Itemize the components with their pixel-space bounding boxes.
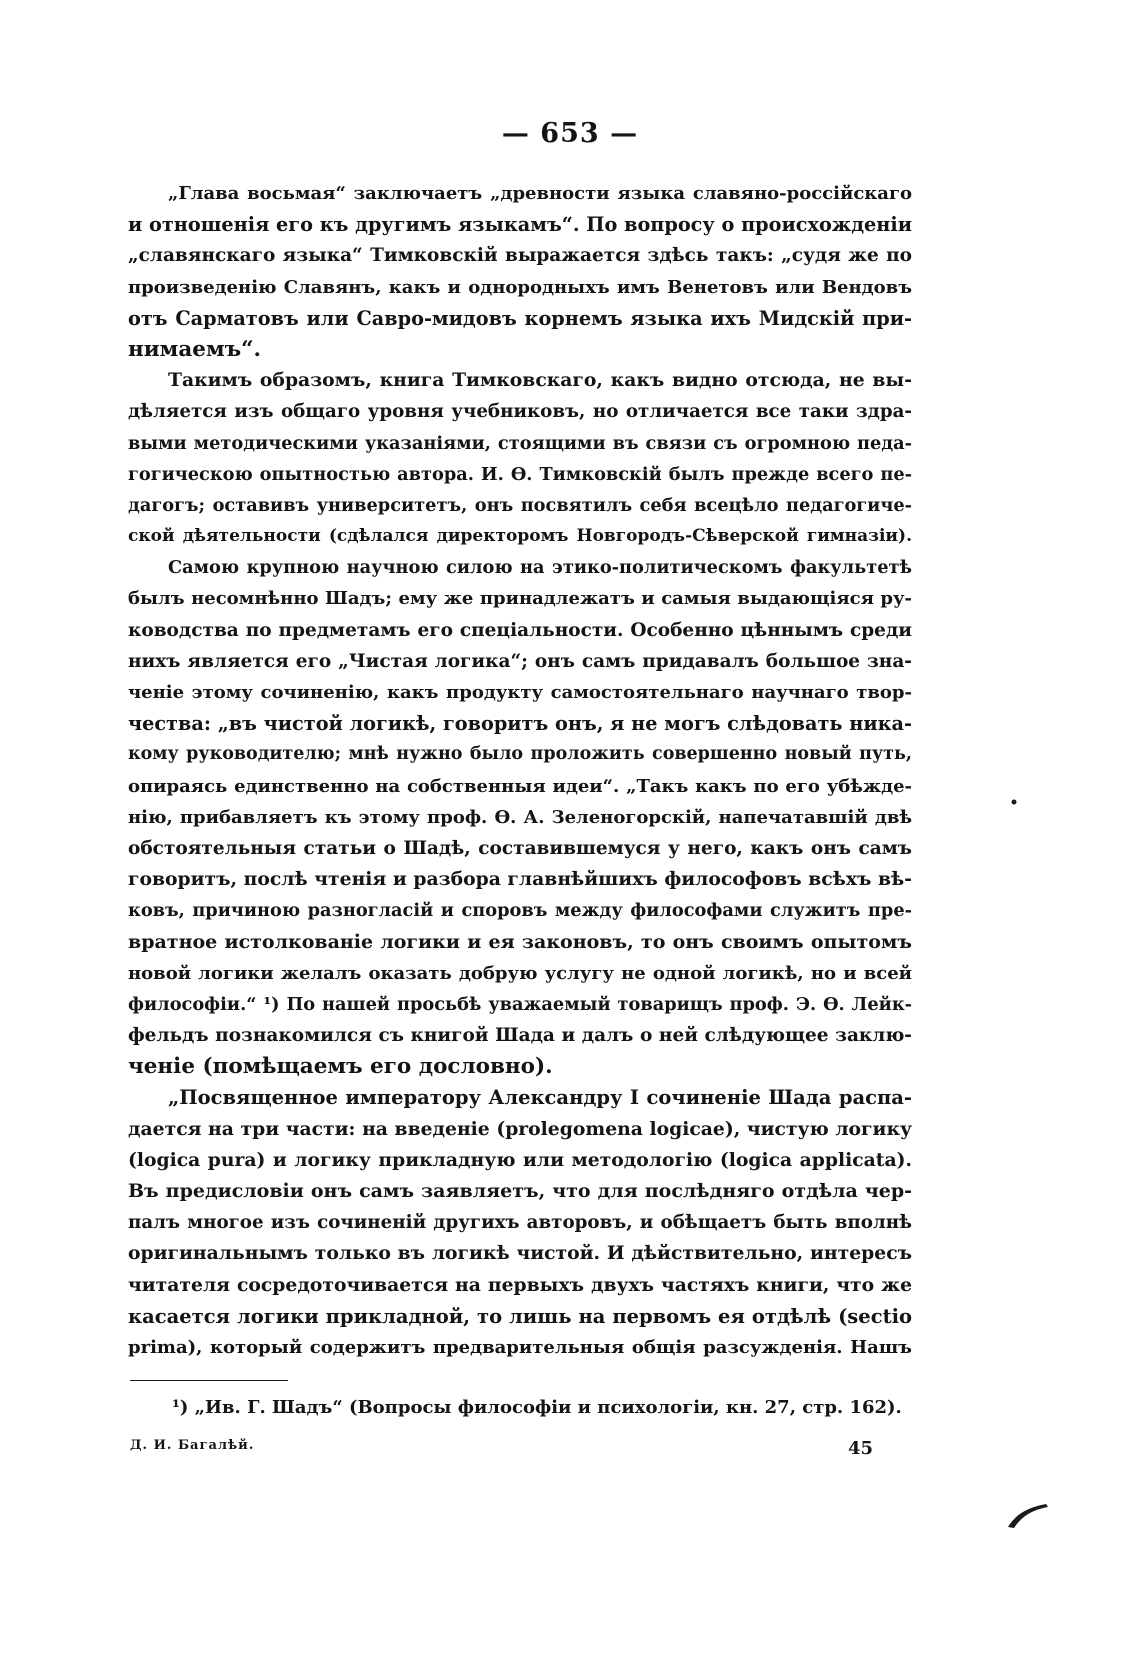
text-line: отъ Сарматовъ или Савро-мидовъ корнемъ языка ихъ Мидскiй при- [128,306,912,330]
text-line: новой логики желалъ оказать добрую услугу не одной логикѣ, но и всей [128,962,912,984]
page-number: — 653 — [501,118,639,149]
text-line: выми методическими указанiями, стоящими въ связи съ огромною педа- [128,432,912,454]
text-line: говоритъ, послѣ чтенiя и разбора главнѣйшихъ философовъ всѣхъ вѣ- [128,868,912,891]
text-line: произведенiю Славянъ, какъ и однородныхъ имъ Венетовъ или Вендовъ [128,276,912,298]
text-line: кому руководителю; мнѣ нужно было проложить совершенно новый путь, [128,744,912,765]
text-line: читателя сосредоточивается на первыхъ двухъ частяхъ книги, что же [128,1273,912,1296]
text-line: оригинальнымъ только въ логикѣ чистой. И дѣйствительно, интересъ [128,1242,912,1265]
paragraph [128,552,912,1082]
text-line: и отношенiя его къ другимъ языкамъ“. По вопросу о происхожденiи [128,213,912,237]
text-line: опираясь единственно на собственныя идеи“. „Такъ какъ по его убѣжде- [128,775,912,797]
text-line: нiю, прибавляетъ къ этому проф. Ѳ. А. Зеленогорскiй, напечатавшiй двѣ [128,806,912,828]
text-line: обстоятельныя статьи о Шадѣ, составившемуся у него, какъ онъ самъ [128,837,912,859]
text-line: дѣляется изъ общаго уровня учебниковъ, но отличается все таки здра- [128,401,912,423]
footnote: ¹) „Ив. Г. Шадъ“ (Вопросы философiи и психологiи, кн. 27, стр. 162). [172,1397,902,1418]
signature-mark: Д. И. Багалѣй. [130,1438,255,1453]
footnote-divider [130,1380,288,1381]
text-line: дагогъ; оставивъ университетъ, онъ посвятилъ себя всецѣло педагогиче- [128,494,912,516]
paragraph [128,1082,912,1363]
text-line: „Посвященное императору Александру I сочиненiе Шада распа- [168,1086,912,1110]
text-line: ченiе (помѣщаемъ его дословно). [128,1054,553,1080]
text-line: палъ многое изъ сочиненiй другихъ авторовъ, и обѣщаетъ быть вполнѣ [128,1212,912,1234]
text-line: ченiе этому сочиненiю, какъ продукту самостоятельнаго научнаго твор- [128,682,912,703]
text-line: ковъ, причиною разногласiй и споровъ между философами служитъ пре- [128,900,912,922]
text-line: (logica pura) и логику прикладную или методологiю (logica applicata). [128,1148,912,1171]
text-line: „Глава восьмая“ заключаетъ „древности языка славяно-россiйскаго [168,183,912,204]
text-line: нихъ является его „Чистая логика“; онъ самъ придавалъ большое зна- [128,650,912,672]
text-line: ководства по предметамъ его спецiальности. Особенно цѣннымъ среди [128,619,912,641]
paragraph [128,178,912,365]
text-line: философiи.“ ¹) По нашей просьбѣ уважаемый товарищъ проф. Э. Ѳ. Лейк- [128,993,912,1015]
text-line: Въ предисловiи онъ самъ заявляетъ, что для послѣдняго отдѣла чер- [128,1180,912,1202]
text-line: ской дѣятельности (сдѣлался директоромъ Новгородъ-Сѣверской гимназiи). [128,526,912,547]
text-line: фельдъ познакомился съ книгой Шада и далъ о ней слѣдующее заклю- [128,1025,912,1047]
body-text [128,178,912,1363]
ink-smudge-mark [1006,1500,1050,1530]
text-line: дается на три части: на введенiе (prolegomena logicae), чистую логику [128,1117,912,1140]
text-line: Самою крупною научною силою на этико-политическомъ факультетѣ [168,557,912,579]
paragraph [128,365,912,552]
text-line: Такимъ образомъ, книга Тимковскаго, какъ видно отсюда, не вы- [168,369,912,392]
text-line: вратное истолкованiе логики и ея законовъ, то онъ своимъ опытомъ [128,930,912,953]
text-line: чества: „въ чистой логикѣ, говоритъ онъ, я не могъ слѣдовать ника- [128,712,912,736]
text-line: касается логики прикладной, то лишь на первомъ ея отдѣлѣ (sectio [128,1304,912,1328]
text-line: былъ несомнѣнно Шадъ; ему же принадлежатъ и самыя выдающiяся ру- [128,588,912,610]
text-line: нимаемъ“. [128,336,261,362]
text-line: prima), который содержитъ предварительныя общiя разсужденiя. Нашъ [128,1336,912,1358]
sheet-number: 45 [848,1438,874,1459]
text-line: „славянскаго языка“ Тимковскiй выражается здѣсь такъ: „судя же по [128,245,912,267]
text-line: гогическою опытностью автора. И. Ѳ. Тимковскiй былъ прежде всего пе- [128,463,912,485]
ink-dot-mark [1010,798,1018,806]
